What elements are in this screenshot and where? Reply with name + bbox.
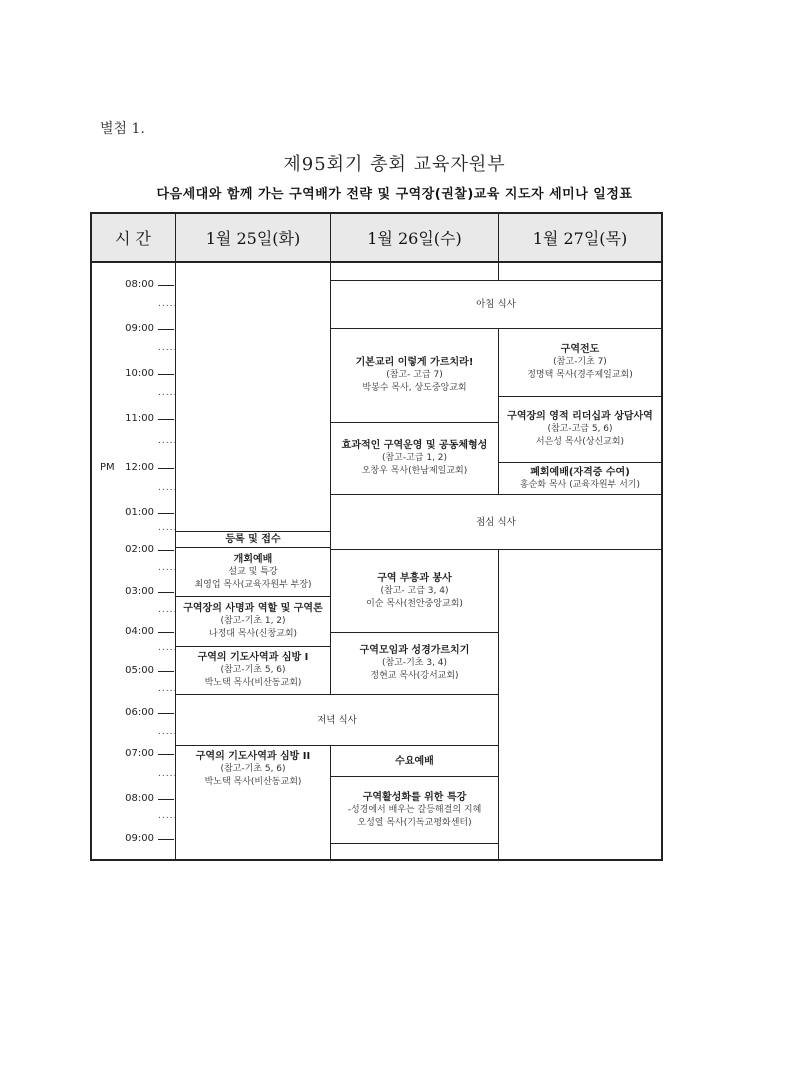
session-presenter: 나정대 목사(신창교회)	[208, 629, 298, 639]
session-reference: (참고- 고급 3, 4)	[380, 585, 449, 596]
session-reference: (참고-기초 5, 6)	[220, 764, 286, 774]
time-label: 02:00	[125, 544, 154, 555]
hour-tick	[158, 374, 174, 375]
session-title: 구역장의 영적 리더십과 상담사역	[507, 411, 653, 422]
session-presenter: 박노택 목사(비산동교회)	[204, 678, 302, 688]
time-label: 07:00	[125, 748, 154, 759]
session-presenter: 이순 목사(천안중앙교회)	[366, 598, 463, 609]
time-label: 10:00	[125, 368, 154, 379]
time-label: 03:00	[125, 586, 154, 597]
session-reference: (참고-기초 3, 4)	[381, 658, 448, 668]
time-label: 12:00	[125, 462, 154, 473]
hour-tick	[158, 550, 174, 551]
session-evangelism	[499, 329, 661, 396]
hour-tick	[158, 799, 174, 800]
session-presenter: 박봉수 목사, 상도중앙교회	[362, 383, 467, 393]
session-title: 등록 및 접수	[225, 534, 281, 545]
hour-tick	[158, 671, 174, 672]
session-presenter: 오성열 목사(기독교평화센터)	[357, 817, 472, 828]
hour-tick	[158, 513, 174, 514]
session-revival	[331, 550, 498, 632]
hour-tick	[158, 713, 174, 714]
hour-tick	[158, 285, 174, 286]
session-title: 구역의 기도사역과 심방 I	[197, 652, 309, 663]
time-label: 09:00	[125, 323, 154, 334]
time-label: 08:00	[125, 793, 154, 804]
half-hour-dots: .....	[158, 684, 178, 694]
half-hour-dots: .....	[158, 388, 178, 398]
session-registration	[176, 532, 330, 547]
session-closing-worship	[499, 463, 661, 494]
session-subtitle: 설교 및 특강	[228, 566, 278, 577]
session-title: 구역 부흥과 봉사	[377, 572, 452, 584]
half-hour-dots: .....	[158, 605, 178, 615]
session-wednesday-worship	[331, 746, 498, 776]
hour-tick	[158, 592, 174, 593]
table-border	[661, 212, 663, 861]
session-title: 수요예배	[395, 755, 434, 767]
half-hour-dots: .....	[158, 523, 178, 533]
session-title: 점심 식사	[476, 516, 516, 528]
header-time: 시 간	[91, 213, 175, 261]
time-label: 06:00	[125, 707, 154, 718]
session-breakfast	[331, 281, 661, 328]
hour-tick	[158, 329, 174, 330]
session-presenter: 박노택 목사(비산동교회)	[204, 777, 302, 787]
time-label: 01:00	[125, 507, 154, 518]
session-presenter: 홍순화 목사 (교육자원부 서기)	[520, 479, 640, 490]
session-presenter: 정현교 목사(강서교회)	[370, 671, 459, 681]
attachment-label: 별첨 1.	[100, 121, 145, 137]
session-bible-teaching	[331, 633, 498, 694]
time-label: 09:00	[125, 833, 154, 844]
pm-label: PM	[100, 462, 115, 473]
session-lunch	[331, 495, 661, 549]
session-reference: (참고-기초 7)	[553, 357, 607, 367]
session-opening-worship	[176, 548, 330, 596]
column-divider	[498, 212, 499, 280]
session-effective-management	[331, 423, 498, 494]
session-dinner	[176, 695, 498, 745]
session-reference: (참고-고급 5, 6)	[547, 424, 613, 434]
session-title: 폐회예배(자격증 수여)	[530, 466, 630, 478]
session-title: 구역의 기도사역과 심방 II	[195, 751, 311, 762]
half-hour-dots: .....	[158, 436, 178, 446]
header-day2: 1월 26일(수)	[331, 213, 498, 261]
hour-tick	[158, 419, 174, 420]
time-label: 05:00	[125, 665, 154, 676]
half-hour-dots: .....	[158, 727, 178, 737]
half-hour-dots: .....	[158, 563, 178, 573]
session-spiritual-leadership	[499, 397, 661, 462]
session-title: 구역전도	[560, 344, 600, 355]
session-title: 구역모임과 성경가르치기	[359, 645, 470, 656]
half-hour-dots: .....	[158, 769, 178, 779]
header-day3: 1월 27일(목)	[499, 213, 661, 261]
session-title: 기본교리 이렇게 가르치라!	[355, 357, 474, 368]
session-prayer-2	[176, 746, 330, 798]
half-hour-dots: .....	[158, 343, 178, 353]
hour-tick	[158, 468, 174, 469]
page-title: 제95회기 총회 교육자원부	[283, 154, 506, 175]
session-doctrine	[331, 329, 498, 422]
session-title: 구역활성화를 위한 특강	[362, 791, 467, 803]
session-presenter: 서은성 목사(상신교회)	[535, 437, 625, 447]
header-day1: 1월 25일(화)	[176, 213, 330, 261]
session-presenter: 최영업 목사(교육자원부 부장)	[194, 579, 312, 590]
session-reference: (참고-기초 5, 6)	[220, 665, 286, 675]
session-leader-mission	[176, 597, 330, 646]
hour-tick	[158, 632, 174, 633]
time-label: 04:00	[125, 626, 154, 637]
session-title: 효과적인 구역운영 및 공동체형성	[341, 440, 488, 451]
session-title: 개회예배	[233, 553, 273, 565]
session-title: 저녁 식사	[317, 714, 357, 726]
session-subtitle: -성경에서 배우는 갈등해결의 지혜	[347, 804, 482, 815]
session-title: 아침 식사	[476, 299, 516, 310]
session-reference: (참고-고급 1, 2)	[381, 453, 448, 463]
page-subtitle: 다음세대와 함께 가는 구역배가 전략 및 구역장(권찰)교육 지도자 세미나 일정표	[156, 187, 633, 202]
session-title: 구역장의 사명과 역할 및 구역론	[183, 603, 323, 614]
table-border	[90, 212, 92, 861]
hour-tick	[158, 754, 174, 755]
column-divider	[498, 549, 499, 860]
session-reference: (참고- 고급 7)	[386, 370, 443, 380]
time-label: 08:00	[125, 279, 154, 290]
session-prayer-1	[176, 647, 330, 694]
session-presenter: 오창우 목사(한남제일교회)	[361, 466, 468, 476]
half-hour-dots: .....	[158, 483, 178, 493]
session-reference: (참고-기초 1, 2)	[220, 616, 286, 626]
half-hour-dots: .....	[158, 299, 178, 309]
session-activation-lecture	[331, 777, 498, 843]
hour-tick	[158, 839, 174, 840]
session-presenter: 정명택 목사(경주제일교회)	[527, 370, 633, 380]
row-divider	[330, 843, 498, 844]
half-hour-dots: .....	[158, 811, 178, 821]
half-hour-dots: .....	[158, 643, 178, 653]
time-label: 11:00	[125, 413, 154, 424]
